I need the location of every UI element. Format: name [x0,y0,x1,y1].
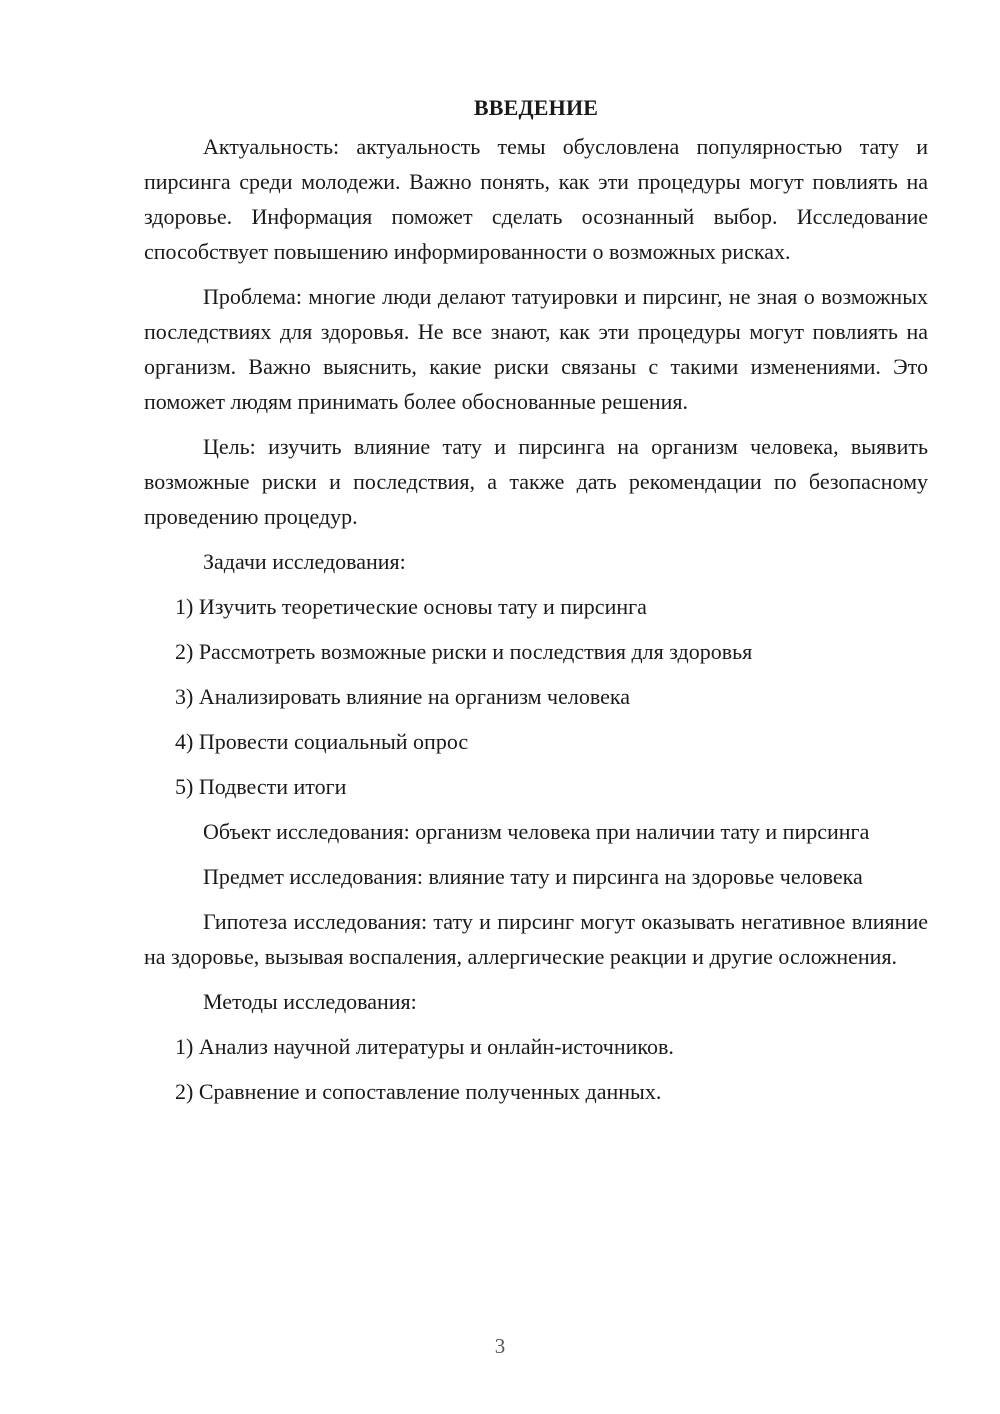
page-number: 3 [494,1334,506,1358]
method-item: 1) Анализ научной литературы и онлайн-источников. [175,1034,674,1059]
tasks-list [144,589,928,804]
goal-paragraph: Цель: изучить влияние тату и пирсинга на организм человека, выявить возможные риски и последствия, а также дать рекомендации по безопасному проведению процедур. [144,434,928,529]
page-title: ВВЕДЕНИЕ [473,95,599,120]
problem-paragraph: Проблема: многие люди делают татуировки и пирсинг, не зная о возможных последствиях для здоровья. Не все знают, как эти процедуры могут повлиять на организм. Важно выяснить, какие риски связаны с такими изменениями. Это поможет людям принимать более обоснованные решения. [144,284,928,414]
task-item: 1) Изучить теоретические основы тату и пирсинга [175,594,647,619]
methods-label: Методы исследования: [203,989,417,1014]
task-item: 5) Подвести итоги [175,774,347,799]
task-item: 3) Анализировать влияние на организм человека [175,684,631,709]
task-item: 2) Рассмотреть возможные риски и последствия для здоровья [175,639,753,664]
relevance-paragraph: Актуальность: актуальность темы обусловлена популярностью тату и пирсинга среди молодежи. Важно понять, как эти процедуры могут повлиять на здоровье. Информация поможет сделать осознанный выбор. Исследование способствует повышению информированности о возможных рисках. [144,134,928,264]
object-paragraph: Объект исследования: организм человека при наличии тату и пирсинга [203,819,870,844]
document-page [144,93,928,1119]
subject-paragraph: Предмет исследования: влияние тату и пирсинга на здоровье человека [203,864,863,889]
hypothesis-paragraph: Гипотеза исследования: тату и пирсинг могут оказывать негативное влияние на здоровье, вызывая воспаления, аллергические реакции и другие осложнения. [144,909,928,969]
task-item: 4) Провести социальный опрос [175,729,469,754]
tasks-label: Задачи исследования: [203,549,406,574]
methods-list [144,1029,928,1109]
method-item: 2) Сравнение и сопоставление полученных данных. [175,1079,662,1104]
